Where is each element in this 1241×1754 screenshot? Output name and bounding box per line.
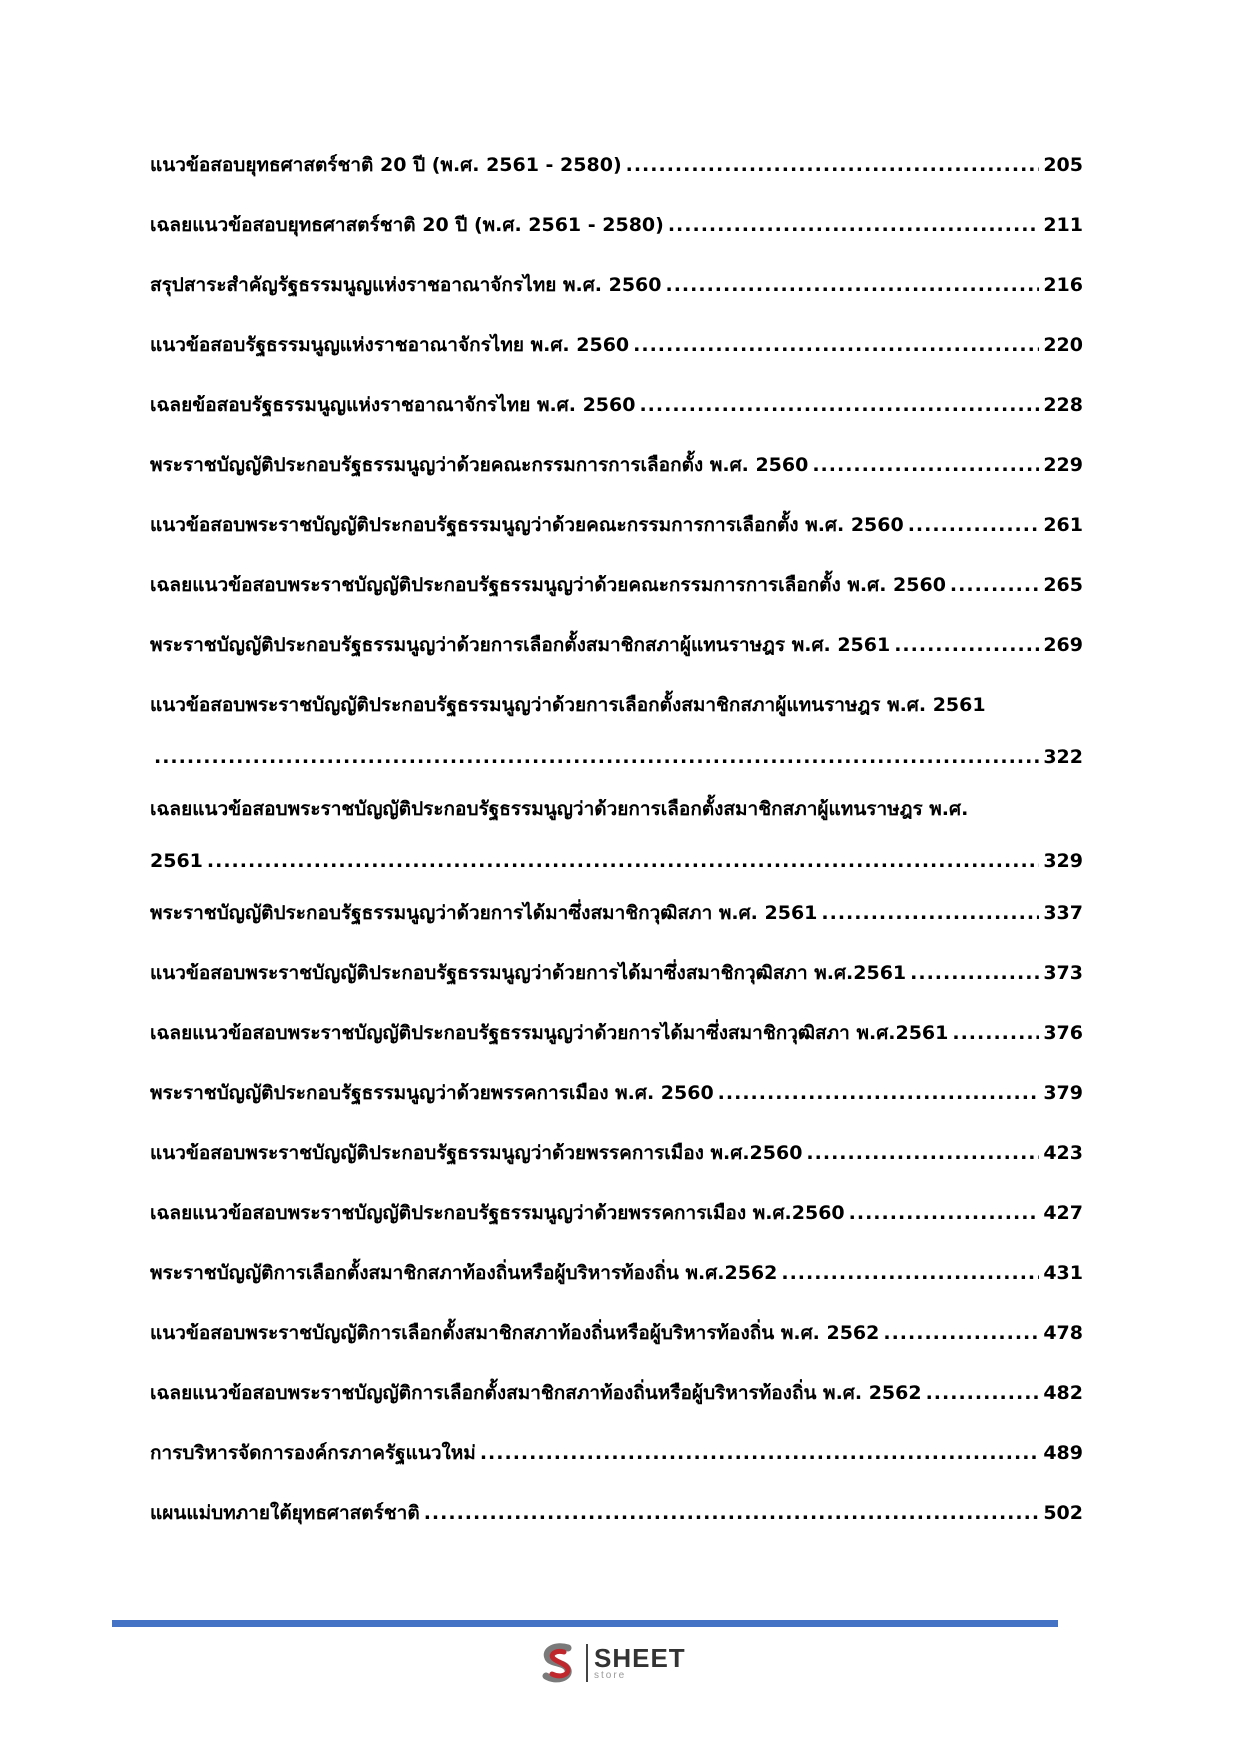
toc-entry-page: 427 <box>1043 1202 1083 1224</box>
toc-entry-page: 489 <box>1043 1442 1083 1464</box>
dot-leader <box>821 898 1039 928</box>
dot-leader <box>207 846 1039 876</box>
logo-divider <box>586 1644 588 1682</box>
toc-entry-page: 205 <box>1043 154 1083 176</box>
toc-entry[interactable] <box>150 898 1083 958</box>
toc-entry[interactable] <box>150 390 1083 450</box>
dot-leader <box>812 450 1039 480</box>
toc-entry-page: 379 <box>1043 1082 1083 1104</box>
toc-entry-page: 265 <box>1043 574 1083 596</box>
toc-entry-title-continuation: 2561 <box>150 850 203 872</box>
toc-entry-title: เฉลยแนวข้อสอบพระราชบัญญัติประกอบรัฐธรรมนูญว่าด้วยการได้มาซึ่งสมาชิกวุฒิสภา พ.ศ.2561 <box>150 1022 949 1044</box>
toc-entry-title: พระราชบัญญัติประกอบรัฐธรรมนูญว่าด้วยพรรคการเมือง พ.ศ. 2560 <box>150 1082 714 1104</box>
toc-entry-page: 482 <box>1043 1382 1083 1404</box>
toc-entry-page: 423 <box>1043 1142 1083 1164</box>
toc-entry-title: แนวข้อสอบรัฐธรรมนูญแห่งราชอาณาจักรไทย พ.ศ. 2560 <box>150 334 630 356</box>
toc-entry[interactable] <box>150 630 1083 690</box>
dot-leader <box>883 1318 1039 1348</box>
toc-entry-page: 211 <box>1043 214 1083 236</box>
toc-entry-title: พระราชบัญญัติการเลือกตั้งสมาชิกสภาท้องถิ่นหรือผู้บริหารท้องถิ่น พ.ศ.2562 <box>150 1262 778 1284</box>
dot-leader <box>639 390 1039 420</box>
toc-entry-title: แนวข้อสอบยุทธศาสตร์ชาติ 20 ปี (พ.ศ. 2561 - 2580) <box>150 154 622 176</box>
toc-entry-title: เฉลยแนวข้อสอบยุทธศาสตร์ชาติ 20 ปี (พ.ศ. 2561 - 2580) <box>150 214 664 236</box>
toc-entry[interactable] <box>150 1198 1083 1258</box>
toc-entry[interactable] <box>150 958 1083 1018</box>
toc-entry-title: พระราชบัญญัติประกอบรัฐธรรมนูญว่าด้วยการได้มาซึ่งสมาชิกวุฒิสภา พ.ศ. 2561 <box>150 902 818 924</box>
toc-entry-page: 261 <box>1043 514 1083 536</box>
toc-entry-title: แผนแม่บทภายใต้ยุทธศาสตร์ชาติ <box>150 1502 420 1524</box>
toc-entry-page: 478 <box>1043 1322 1083 1344</box>
toc-entry-page: 502 <box>1043 1502 1083 1524</box>
toc-entry-title: แนวข้อสอบพระราชบัญญัติการเลือกตั้งสมาชิกสภาท้องถิ่นหรือผู้บริหารท้องถิ่น พ.ศ. 2562 <box>150 1322 880 1344</box>
toc-entry[interactable] <box>150 1258 1083 1318</box>
dot-leader <box>926 1378 1040 1408</box>
toc-entry[interactable] <box>150 1378 1083 1438</box>
dot-leader <box>424 1498 1040 1528</box>
dot-leader <box>894 630 1039 660</box>
toc-entry[interactable] <box>150 1318 1083 1378</box>
footer-rule <box>112 1620 1058 1627</box>
toc-entry-title: เฉลยแนวข้อสอบพระราชบัญญัติประกอบรัฐธรรมนูญว่าด้วยการเลือกตั้งสมาชิกสภาผู้แทนราษฎร พ.ศ. <box>150 798 969 820</box>
toc-entry[interactable] <box>150 794 1083 898</box>
toc-entry-title: สรุปสาระสำคัญรัฐธรรมนูญแห่งราชอาณาจักรไทย พ.ศ. 2560 <box>150 274 662 296</box>
toc-entry-title: เฉลยแนวข้อสอบพระราชบัญญัติการเลือกตั้งสมาชิกสภาท้องถิ่นหรือผู้บริหารท้องถิ่น พ.ศ. 2562 <box>150 1382 922 1404</box>
toc-entry[interactable] <box>150 450 1083 510</box>
toc-entry-page: 269 <box>1043 634 1083 656</box>
dot-leader <box>668 210 1039 240</box>
dot-leader <box>633 330 1039 360</box>
sheet-store-logo-icon <box>538 1642 580 1684</box>
toc-entry[interactable] <box>150 210 1083 270</box>
logo-subtext: store <box>594 1670 627 1681</box>
toc-entry-title: เฉลยข้อสอบรัฐธรรมนูญแห่งราชอาณาจักรไทย พ.ศ. 2560 <box>150 394 636 416</box>
toc-entry[interactable] <box>150 150 1083 210</box>
toc-entry-page: 337 <box>1043 902 1083 924</box>
dot-leader <box>154 742 1039 772</box>
toc-entry[interactable] <box>150 1438 1083 1498</box>
logo-wordmark: SHEET <box>594 1643 686 1673</box>
dot-leader <box>781 1258 1039 1288</box>
toc-entry-title: พระราชบัญญัติประกอบรัฐธรรมนูญว่าด้วยการเลือกตั้งสมาชิกสภาผู้แทนราษฎร พ.ศ. 2561 <box>150 634 891 656</box>
toc-entry-page: 373 <box>1043 962 1083 984</box>
toc-entry-title: แนวข้อสอบพระราชบัญญัติประกอบรัฐธรรมนูญว่าด้วยคณะกรรมการการเลือกตั้ง พ.ศ. 2560 <box>150 514 904 536</box>
toc-entry-page: 216 <box>1043 274 1083 296</box>
toc-entry[interactable] <box>150 690 1083 794</box>
toc-entry-title: พระราชบัญญัติประกอบรัฐธรรมนูญว่าด้วยคณะกรรมการการเลือกตั้ง พ.ศ. 2560 <box>150 454 809 476</box>
dot-leader <box>665 270 1039 300</box>
dot-leader <box>849 1198 1040 1228</box>
toc-entry[interactable] <box>150 1498 1083 1558</box>
dot-leader <box>718 1078 1040 1108</box>
toc-entry[interactable] <box>150 1018 1083 1078</box>
toc-entry[interactable] <box>150 510 1083 570</box>
toc-entry[interactable] <box>150 1078 1083 1138</box>
dot-leader <box>806 1138 1039 1168</box>
dot-leader <box>910 958 1039 988</box>
toc-entry[interactable] <box>150 1138 1083 1198</box>
toc-entry-page: 229 <box>1043 454 1083 476</box>
toc-entry-title: แนวข้อสอบพระราชบัญญัติประกอบรัฐธรรมนูญว่าด้วยการเลือกตั้งสมาชิกสภาผู้แทนราษฎร พ.ศ. 2561 <box>150 694 986 716</box>
dot-leader <box>908 510 1040 540</box>
table-of-contents <box>150 150 1083 1558</box>
toc-entry[interactable] <box>150 270 1083 330</box>
toc-entry[interactable] <box>150 330 1083 390</box>
toc-entry-page: 322 <box>1043 746 1083 768</box>
dot-leader <box>626 150 1040 180</box>
toc-entry-title: เฉลยแนวข้อสอบพระราชบัญญัติประกอบรัฐธรรมนูญว่าด้วยคณะกรรมการการเลือกตั้ง พ.ศ. 2560 <box>150 574 946 596</box>
toc-entry-page: 228 <box>1043 394 1083 416</box>
dot-leader <box>952 1018 1039 1048</box>
toc-entry-title: การบริหารจัดการองค์กรภาครัฐแนวใหม่ <box>150 1442 476 1464</box>
dot-leader <box>480 1438 1040 1468</box>
toc-entry-title: แนวข้อสอบพระราชบัญญัติประกอบรัฐธรรมนูญว่าด้วยการได้มาซึ่งสมาชิกวุฒิสภา พ.ศ.2561 <box>150 962 907 984</box>
toc-entry-title: เฉลยแนวข้อสอบพระราชบัญญัติประกอบรัฐธรรมนูญว่าด้วยพรรคการเมือง พ.ศ.2560 <box>150 1202 845 1224</box>
toc-entry-page: 431 <box>1043 1262 1083 1284</box>
dot-leader <box>950 570 1039 600</box>
toc-entry-page: 329 <box>1043 850 1083 872</box>
sheet-store-logo <box>538 1642 686 1684</box>
toc-entry-page: 376 <box>1043 1022 1083 1044</box>
toc-entry-page: 220 <box>1043 334 1083 356</box>
toc-entry[interactable] <box>150 570 1083 630</box>
toc-entry-title: แนวข้อสอบพระราชบัญญัติประกอบรัฐธรรมนูญว่าด้วยพรรคการเมือง พ.ศ.2560 <box>150 1142 803 1164</box>
